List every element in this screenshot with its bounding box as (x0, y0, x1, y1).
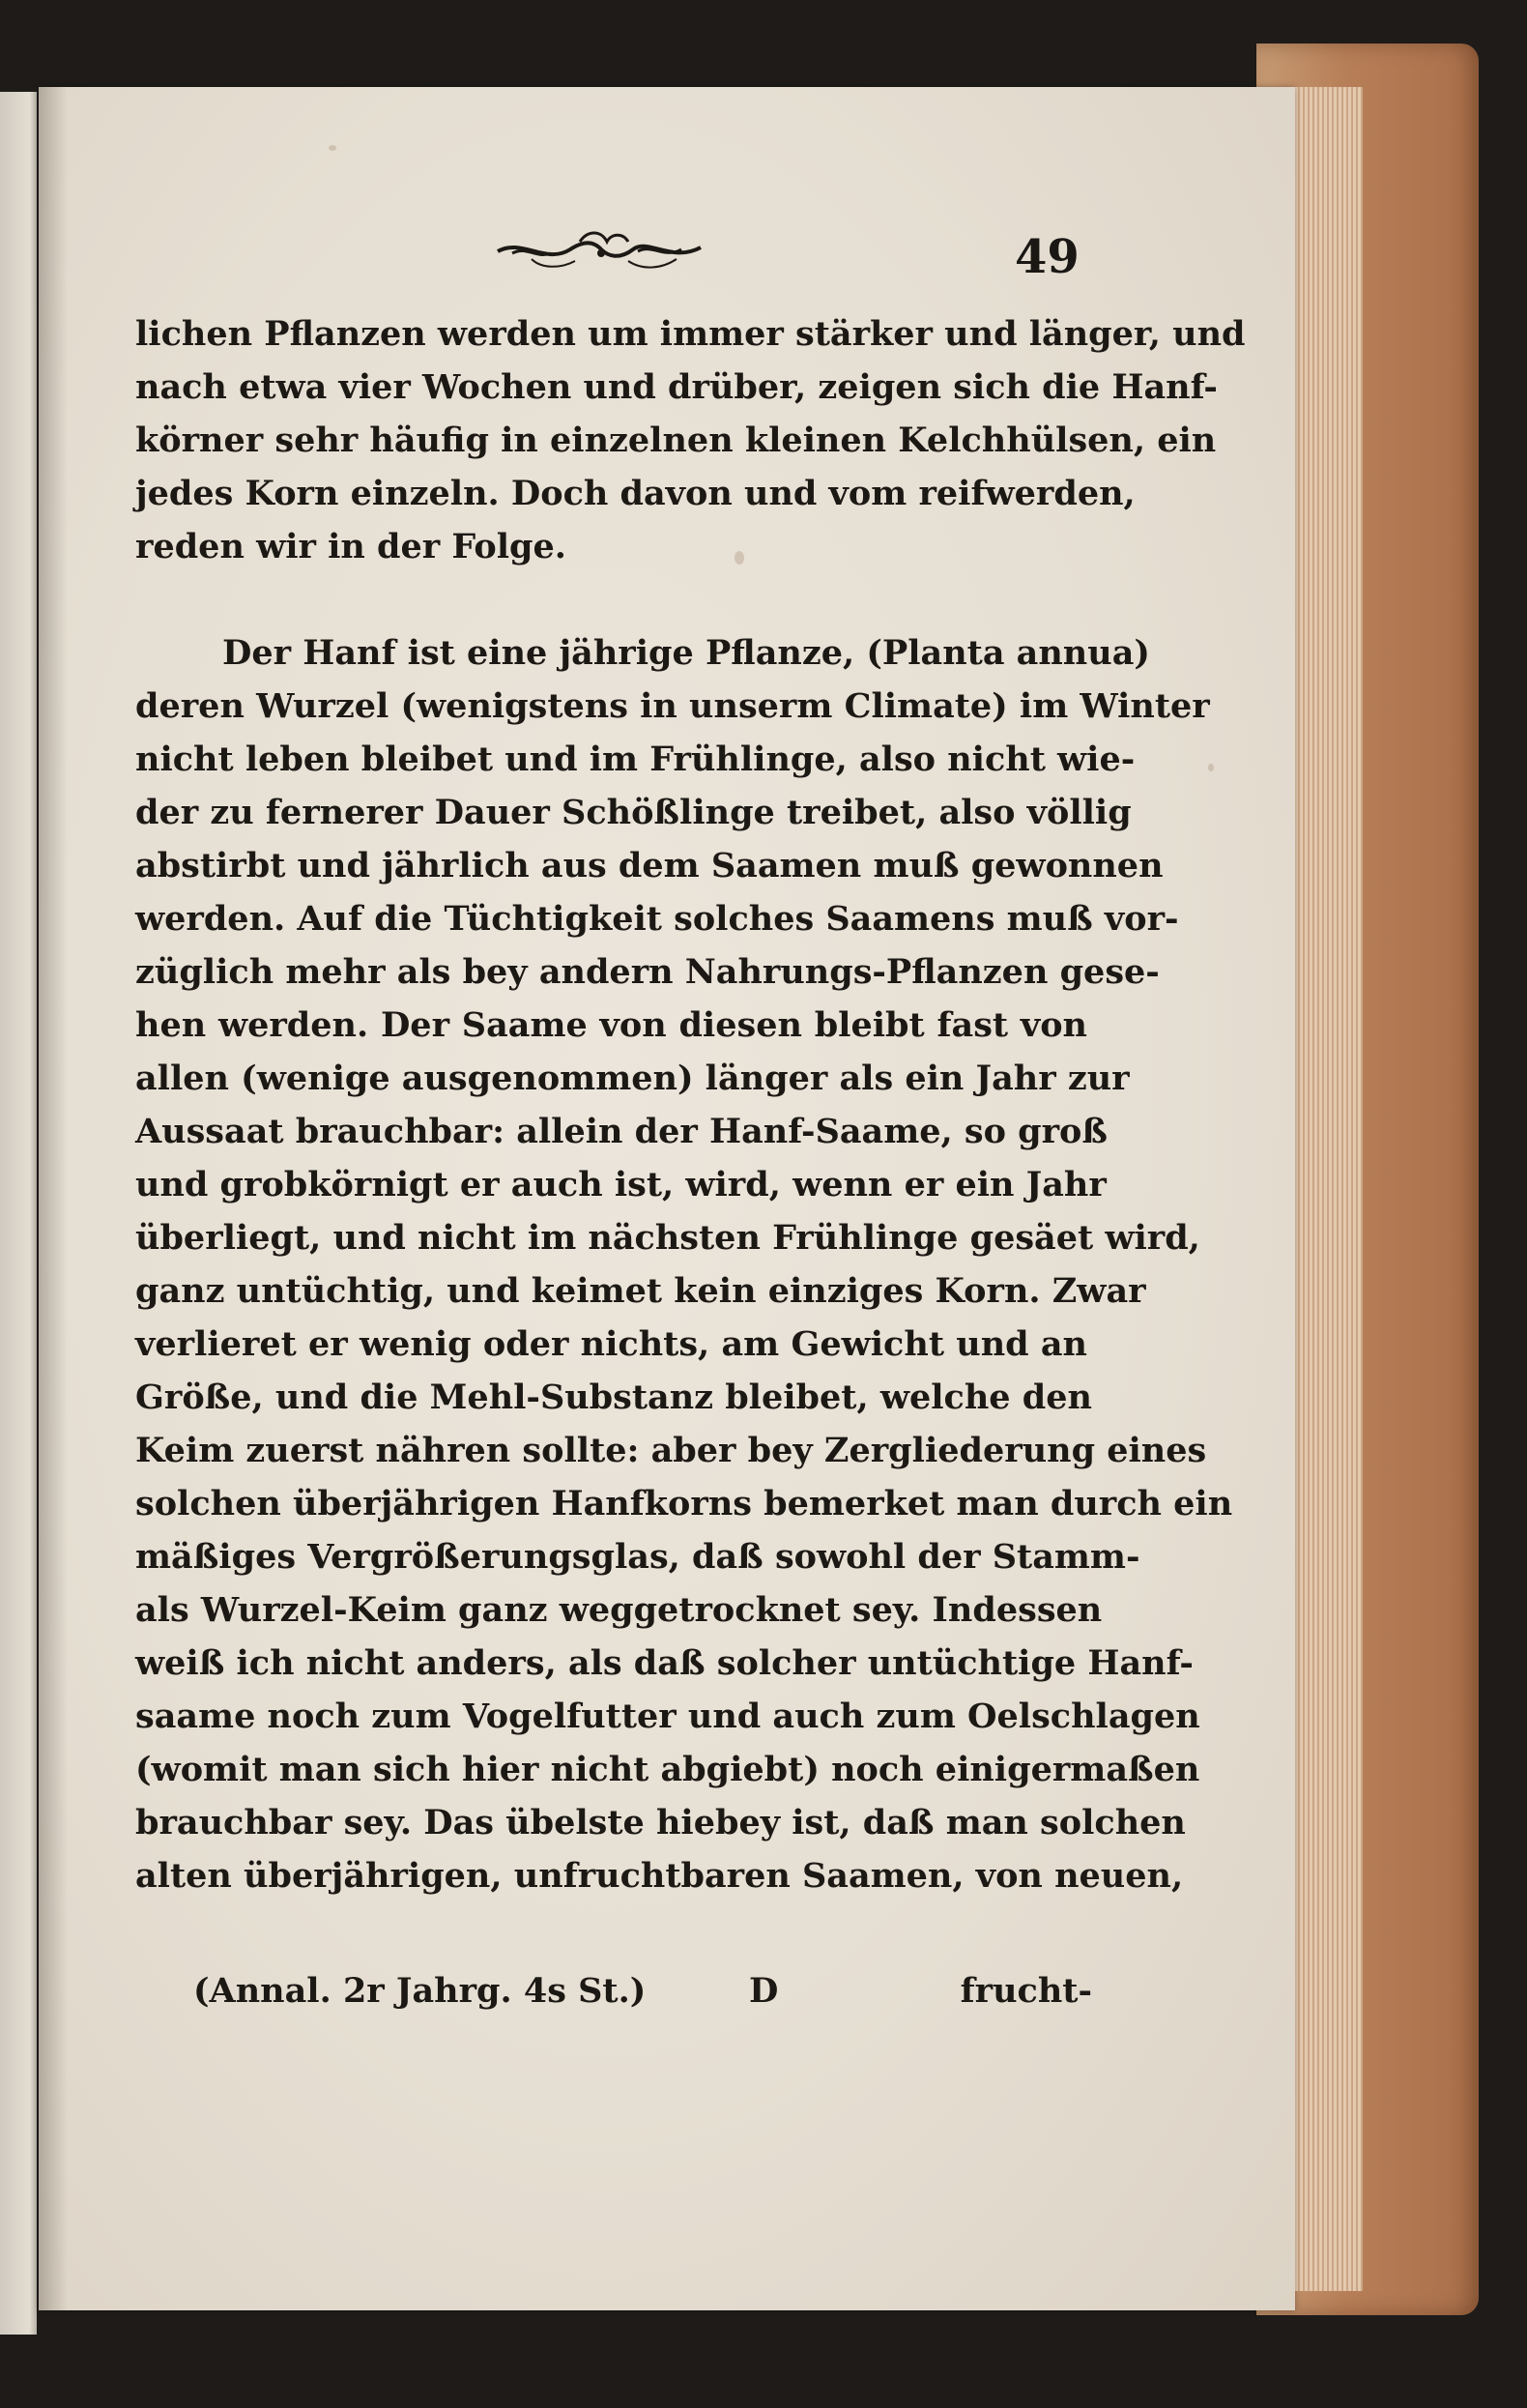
page-footer (193, 1962, 1092, 2020)
text-line: (womit man sich hier nicht abgiebt) noch einigermaßen (135, 1750, 1200, 1789)
paragraph-gap (135, 573, 1087, 626)
text-line: saame noch zum Vogelfutter und auch zum Oelschlagen (135, 1697, 1200, 1736)
facing-page-edge (0, 92, 37, 2335)
signature-mark: D (749, 1971, 779, 2011)
floral-headpiece-ornament-icon (493, 220, 706, 278)
text-line: jedes Korn einzeln. Doch davon und vom reifwerden, (135, 474, 1136, 513)
text-line: alten überjährigen, unfruchtbaren Saamen, von neuen, (135, 1856, 1184, 1896)
gutter-shadow (39, 87, 68, 2310)
text-line: körner sehr häufig in einzelnen kleinen Kelchhülsen, ein (135, 421, 1217, 460)
text-line: reden wir in der Folge. (135, 527, 566, 566)
text-line: verlieret er wenig oder nichts, am Gewicht und an (135, 1324, 1087, 1364)
text-line: werden. Auf die Tüchtigkeit solches Saamens muß vor- (135, 899, 1179, 939)
text-line: abstirbt und jährlich aus dem Saamen muß gewonnen (135, 846, 1164, 885)
page-number: 49 (1015, 230, 1080, 284)
text-line: deren Wurzel (wenigstens in unserm Climate) im Winter (135, 686, 1210, 726)
text-line: ganz untüchtig, und keimet kein einziges Korn. Zwar (135, 1271, 1146, 1311)
text-line: und grobkörnigt er auch ist, wird, wenn er ein Jahr (135, 1165, 1107, 1204)
source-note: (Annal. 2r Jahrg. 4s St.) (193, 1971, 647, 2011)
catchword: frucht- (960, 1971, 1092, 2011)
text-line: nicht leben bleibet und im Frühlinge, also nicht wie- (135, 740, 1136, 779)
text-line: brauchbar sey. Das übelste hiebey ist, daß man solchen (135, 1803, 1186, 1842)
text-line: weiß ich nicht anders, als daß solcher untüchtige Hanf- (135, 1643, 1194, 1683)
text-line: Aussaat brauchbar: allein der Hanf-Saame, so groß (135, 1112, 1108, 1151)
text-line: als Wurzel-Keim ganz weggetrocknet sey. Indessen (135, 1590, 1103, 1630)
text-line: mäßiges Vergrößerungsglas, daß sowohl der Stamm- (135, 1537, 1140, 1577)
text-line: nach etwa vier Wochen und drüber, zeigen sich die Hanf- (135, 367, 1218, 407)
text-line: Der Hanf ist eine jährige Pflanze, (Planta annua) (222, 633, 1150, 673)
foxing-spot (1208, 764, 1214, 771)
page-stack-edge (1285, 87, 1363, 2291)
text-line: Größe, und die Mehl-Substanz bleibet, welche den (135, 1378, 1092, 1417)
text-line: Keim zuerst nähren sollte: aber bey Zergliederung eines (135, 1431, 1207, 1470)
body-text (135, 307, 1246, 1902)
text-line: lichen Pflanzen werden um immer stärker und länger, und (135, 314, 1246, 354)
text-line: züglich mehr als bey andern Nahrungs-Pflanzen gese- (135, 952, 1160, 992)
text-line: hen werden. Der Saame von diesen bleibt fast von (135, 1005, 1087, 1045)
text-line: überliegt, und nicht im nächsten Frühlinge gesäet wird, (135, 1218, 1200, 1258)
text-line: solchen überjährigen Hanfkorns bemerket man durch ein (135, 1484, 1233, 1523)
text-line: allen (wenige ausgenommen) länger als ein Jahr zur (135, 1059, 1130, 1098)
foxing-spot (329, 145, 336, 151)
text-line: der zu fernerer Dauer Schößlinge treibet, also völlig (135, 793, 1132, 832)
